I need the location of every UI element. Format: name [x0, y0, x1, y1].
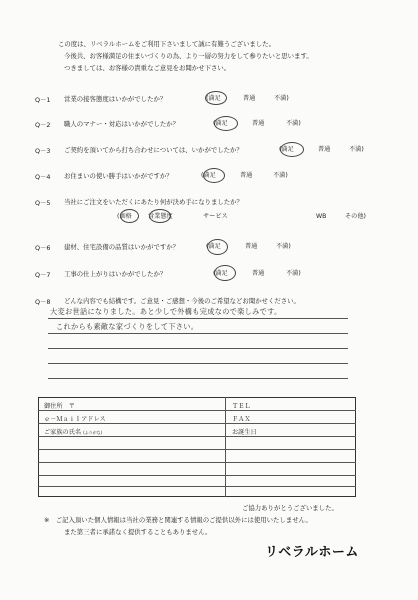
family-name-label[interactable]: [44, 427, 102, 436]
option-satisfied[interactable]: (満足: [206, 243, 221, 250]
customer-info-table: [38, 397, 356, 497]
question-number: Q－6: [35, 244, 51, 252]
option-service[interactable]: サービス: [203, 213, 228, 220]
question-text: ご契約を頂いてから打ち合わせについては、いかがでしたか？: [64, 146, 243, 154]
option-normal[interactable]: 普通: [240, 172, 253, 179]
option-satisfied[interactable]: (満足: [279, 146, 294, 153]
question-number: Q－5: [35, 199, 51, 207]
address-label[interactable]: 御住所 〒: [44, 403, 75, 410]
question-text: 建材、住宅設備の品質はいかがですか？: [64, 243, 180, 251]
option-satisfied[interactable]: (満足: [206, 95, 221, 102]
email-label[interactable]: ｅ－Ｍａｉｌアドレス: [44, 416, 106, 423]
question-number: Q－7: [35, 271, 51, 279]
option-price[interactable]: (価格: [117, 213, 132, 220]
selected-circle-mark: [214, 265, 236, 281]
question-text: どんな内容でも結構です。ご意見・ご感想・今後のご希望などお聞かせください。: [64, 297, 300, 305]
option-dissatisfied[interactable]: 不満): [274, 95, 289, 102]
question-number: Q－4: [35, 173, 51, 181]
table-row-line: [38, 436, 356, 437]
option-normal[interactable]: 普通: [318, 146, 331, 153]
question-text: 営業の接客態度はいかがでしたか？: [64, 95, 167, 103]
question-text: 工事の仕上がりはいかがでしたか？: [64, 270, 167, 278]
option-normal[interactable]: 普通: [245, 243, 258, 250]
option-dissatisfied[interactable]: 不満): [273, 172, 288, 179]
option-dissatisfied[interactable]: 不満): [276, 243, 291, 250]
intro-line-2: 今後共、お客様満足の住まいづくりの為、より一層の努力をして参りたいと思います。: [64, 52, 313, 60]
answer-rule: [48, 333, 348, 334]
option-other[interactable]: その他): [345, 213, 366, 220]
selected-circle-mark: [207, 239, 228, 255]
question-number: Q－3: [35, 147, 51, 155]
selected-circle-mark: [149, 209, 171, 223]
family-name-text: ご家族の氏名: [44, 429, 82, 436]
handwritten-answer-line-2: これからも素敵な家づくりをして下さい。: [56, 322, 199, 331]
table-row-line: [38, 462, 356, 463]
birthday-label[interactable]: お誕生日: [232, 429, 257, 436]
question-number: Q－1: [35, 96, 51, 104]
option-wb[interactable]: WB: [316, 213, 327, 220]
selected-circle-mark: [203, 168, 225, 183]
option-satisfied[interactable]: (満足: [201, 172, 216, 179]
answer-rule: [48, 378, 348, 379]
table-row-line: [38, 449, 356, 450]
question-number: Q－8: [35, 298, 51, 306]
question-text: 職人のマナー・対応はいかがでしたか？: [64, 120, 180, 128]
option-satisfied[interactable]: (満足: [213, 270, 228, 277]
table-divider: [225, 397, 226, 497]
option-normal[interactable]: 普通: [243, 95, 256, 102]
option-normal[interactable]: 普通: [252, 270, 265, 277]
company-logo: リベラルホーム: [265, 545, 359, 560]
selected-circle-mark: [214, 116, 238, 131]
selected-circle-mark: [120, 209, 139, 223]
fax-label[interactable]: ＦＡＸ: [232, 416, 251, 423]
answer-rule: [48, 363, 348, 364]
table-row-line: [38, 475, 356, 476]
answer-rule: [48, 318, 348, 319]
question-number: Q－2: [35, 121, 51, 129]
intro-line-1: この度は、リベラルホームをご利用下さいまして誠に有難うございました。: [58, 40, 275, 48]
table-row-line: [38, 410, 356, 411]
answer-rule: [48, 348, 348, 349]
selected-circle-mark: [205, 91, 227, 105]
option-normal[interactable]: 普通: [252, 120, 265, 127]
table-row-line: [38, 486, 356, 487]
option-satisfied[interactable]: (満足: [213, 120, 228, 127]
option-dissatisfied[interactable]: 不満): [286, 270, 301, 277]
intro-line-3: つきましては、お客様の貴重なご意見をお聞かせ下さい。: [64, 64, 231, 72]
option-sales-attitude[interactable]: 営業態度: [148, 213, 173, 220]
tel-label[interactable]: ＴＥＬ: [232, 403, 251, 410]
family-name-kana: (ふりがな): [83, 430, 103, 435]
question-text: お住まいの使い勝手はいかがですか？: [64, 172, 173, 180]
option-dissatisfied[interactable]: 不満): [349, 146, 364, 153]
option-dissatisfied[interactable]: 不満): [286, 120, 301, 127]
selected-circle-mark: [280, 142, 304, 157]
question-text: 当社にご注文をいただくにあたり何が決め手になりましたか？: [64, 198, 243, 206]
thanks-text: ご協力ありがとうございました。: [242, 504, 338, 512]
table-row-line: [38, 423, 356, 424]
privacy-note-line-1: ※ ご記入頂いた個人情報は当社の業務と関連する情報のご提供以外には使用いたしません。: [44, 516, 312, 524]
handwritten-answer-line-1: 大変お世話になりました。あと少しで外構も完成なので楽しみです。: [50, 307, 282, 316]
privacy-note-line-2: また第三者に承諾なく提供することもありません。: [64, 528, 212, 536]
